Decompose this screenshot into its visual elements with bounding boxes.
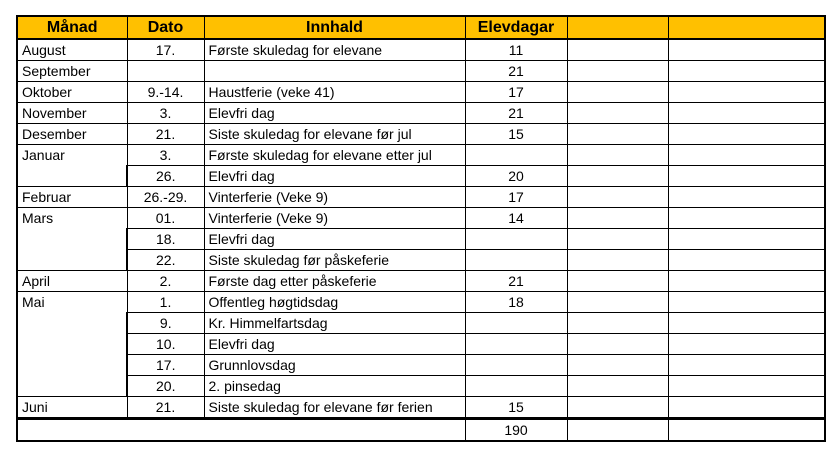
empty-cell	[668, 145, 825, 166]
empty-cell	[567, 166, 668, 187]
date-cell: 17.	[127, 355, 204, 376]
days-cell	[465, 313, 567, 334]
month-cell: Februar	[17, 187, 127, 208]
days-cell: 15	[465, 124, 567, 145]
table-row	[17, 103, 825, 124]
table-row	[17, 39, 825, 61]
table-body	[17, 39, 825, 441]
month-cell: November	[17, 103, 127, 124]
content-cell: Første dag etter påskeferie	[204, 271, 465, 292]
date-cell: 17.	[127, 39, 204, 61]
header-empty-1	[567, 16, 668, 39]
month-cell: September	[17, 61, 127, 82]
empty-cell	[668, 397, 825, 419]
days-cell: 21	[465, 103, 567, 124]
table-row	[17, 292, 825, 313]
date-cell: 01.	[127, 208, 204, 229]
table-row	[17, 397, 825, 419]
days-cell: 20	[465, 166, 567, 187]
date-cell: 2.	[127, 271, 204, 292]
days-cell	[465, 229, 567, 250]
content-cell: Vinterferie (Veke 9)	[204, 208, 465, 229]
content-cell: Siste skuledag for elevane før jul	[204, 124, 465, 145]
days-cell	[465, 355, 567, 376]
empty-cell	[567, 334, 668, 355]
content-cell: Haustferie (veke 41)	[204, 82, 465, 103]
total-row	[17, 419, 825, 442]
date-cell: 9.	[127, 313, 204, 334]
content-cell: 2. pinsedag	[204, 376, 465, 397]
school-calendar-table	[16, 15, 826, 442]
date-cell: 20.	[127, 376, 204, 397]
month-cell: Juni	[17, 397, 127, 419]
month-cell: Oktober	[17, 82, 127, 103]
date-cell: 3.	[127, 145, 204, 166]
content-cell: Elevfri dag	[204, 166, 465, 187]
table-row	[17, 145, 825, 166]
table-row	[17, 124, 825, 145]
month-cell: Mars	[17, 208, 127, 271]
empty-cell	[567, 82, 668, 103]
total-label-cell	[17, 419, 465, 442]
date-cell: 9.-14.	[127, 82, 204, 103]
header-month: Månad	[17, 16, 127, 39]
empty-cell	[567, 419, 668, 442]
days-cell: 15	[465, 397, 567, 419]
date-cell: 21.	[127, 397, 204, 419]
table-row	[17, 250, 825, 271]
date-cell: 21.	[127, 124, 204, 145]
school-calendar-table-wrapper	[16, 15, 824, 442]
days-cell: 21	[465, 271, 567, 292]
content-cell: Første skuledag for elevane	[204, 39, 465, 61]
date-cell	[127, 61, 204, 82]
days-cell	[465, 145, 567, 166]
content-cell: Elevfri dag	[204, 334, 465, 355]
content-cell: Elevfri dag	[204, 103, 465, 124]
empty-cell	[567, 187, 668, 208]
empty-cell	[567, 313, 668, 334]
header-empty-2	[668, 16, 825, 39]
table-row	[17, 334, 825, 355]
date-cell: 3.	[127, 103, 204, 124]
days-cell: 14	[465, 208, 567, 229]
month-cell: April	[17, 271, 127, 292]
header-student-days: Elevdagar	[465, 16, 567, 39]
days-cell	[465, 250, 567, 271]
days-cell: 17	[465, 82, 567, 103]
content-cell: Offentleg høgtidsdag	[204, 292, 465, 313]
empty-cell	[668, 208, 825, 229]
table-row	[17, 82, 825, 103]
empty-cell	[668, 166, 825, 187]
days-cell: 18	[465, 292, 567, 313]
content-cell: Vinterferie (Veke 9)	[204, 187, 465, 208]
empty-cell	[668, 187, 825, 208]
empty-cell	[567, 397, 668, 419]
header-content: Innhald	[204, 16, 465, 39]
table-row	[17, 271, 825, 292]
date-cell: 26.	[127, 166, 204, 187]
days-cell: 17	[465, 187, 567, 208]
days-cell: 11	[465, 39, 567, 61]
date-cell: 1.	[127, 292, 204, 313]
empty-cell	[567, 103, 668, 124]
content-cell: Grunnlovsdag	[204, 355, 465, 376]
date-cell: 26.-29.	[127, 187, 204, 208]
month-cell: Mai	[17, 292, 127, 397]
empty-cell	[567, 208, 668, 229]
table-row	[17, 376, 825, 397]
content-cell: Elevfri dag	[204, 229, 465, 250]
empty-cell	[567, 292, 668, 313]
table-row	[17, 208, 825, 229]
date-cell: 22.	[127, 250, 204, 271]
header-row	[17, 16, 825, 39]
empty-cell	[668, 61, 825, 82]
empty-cell	[668, 39, 825, 61]
empty-cell	[567, 250, 668, 271]
empty-cell	[668, 271, 825, 292]
empty-cell	[567, 376, 668, 397]
empty-cell	[668, 250, 825, 271]
empty-cell	[668, 124, 825, 145]
table-row	[17, 166, 825, 187]
table-row	[17, 187, 825, 208]
table-row	[17, 355, 825, 376]
table-row	[17, 313, 825, 334]
content-cell: Kr. Himmelfartsdag	[204, 313, 465, 334]
empty-cell	[668, 376, 825, 397]
empty-cell	[668, 313, 825, 334]
month-cell: Desember	[17, 124, 127, 145]
empty-cell	[668, 103, 825, 124]
content-cell: Første skuledag for elevane etter jul	[204, 145, 465, 166]
empty-cell	[567, 145, 668, 166]
month-cell: August	[17, 39, 127, 61]
empty-cell	[668, 419, 825, 442]
empty-cell	[567, 124, 668, 145]
header-date: Dato	[127, 16, 204, 39]
empty-cell	[567, 61, 668, 82]
total-days-cell: 190	[465, 419, 567, 442]
empty-cell	[668, 82, 825, 103]
content-cell: Siste skuledag for elevane før ferien	[204, 397, 465, 419]
date-cell: 18.	[127, 229, 204, 250]
empty-cell	[668, 334, 825, 355]
empty-cell	[567, 355, 668, 376]
days-cell	[465, 334, 567, 355]
table-row	[17, 229, 825, 250]
content-cell	[204, 61, 465, 82]
empty-cell	[668, 355, 825, 376]
table-row	[17, 61, 825, 82]
empty-cell	[567, 39, 668, 61]
empty-cell	[668, 292, 825, 313]
empty-cell	[567, 229, 668, 250]
empty-cell	[668, 229, 825, 250]
month-cell: Januar	[17, 145, 127, 187]
content-cell: Siste skuledag før påskeferie	[204, 250, 465, 271]
empty-cell	[567, 271, 668, 292]
days-cell	[465, 376, 567, 397]
days-cell: 21	[465, 61, 567, 82]
date-cell: 10.	[127, 334, 204, 355]
